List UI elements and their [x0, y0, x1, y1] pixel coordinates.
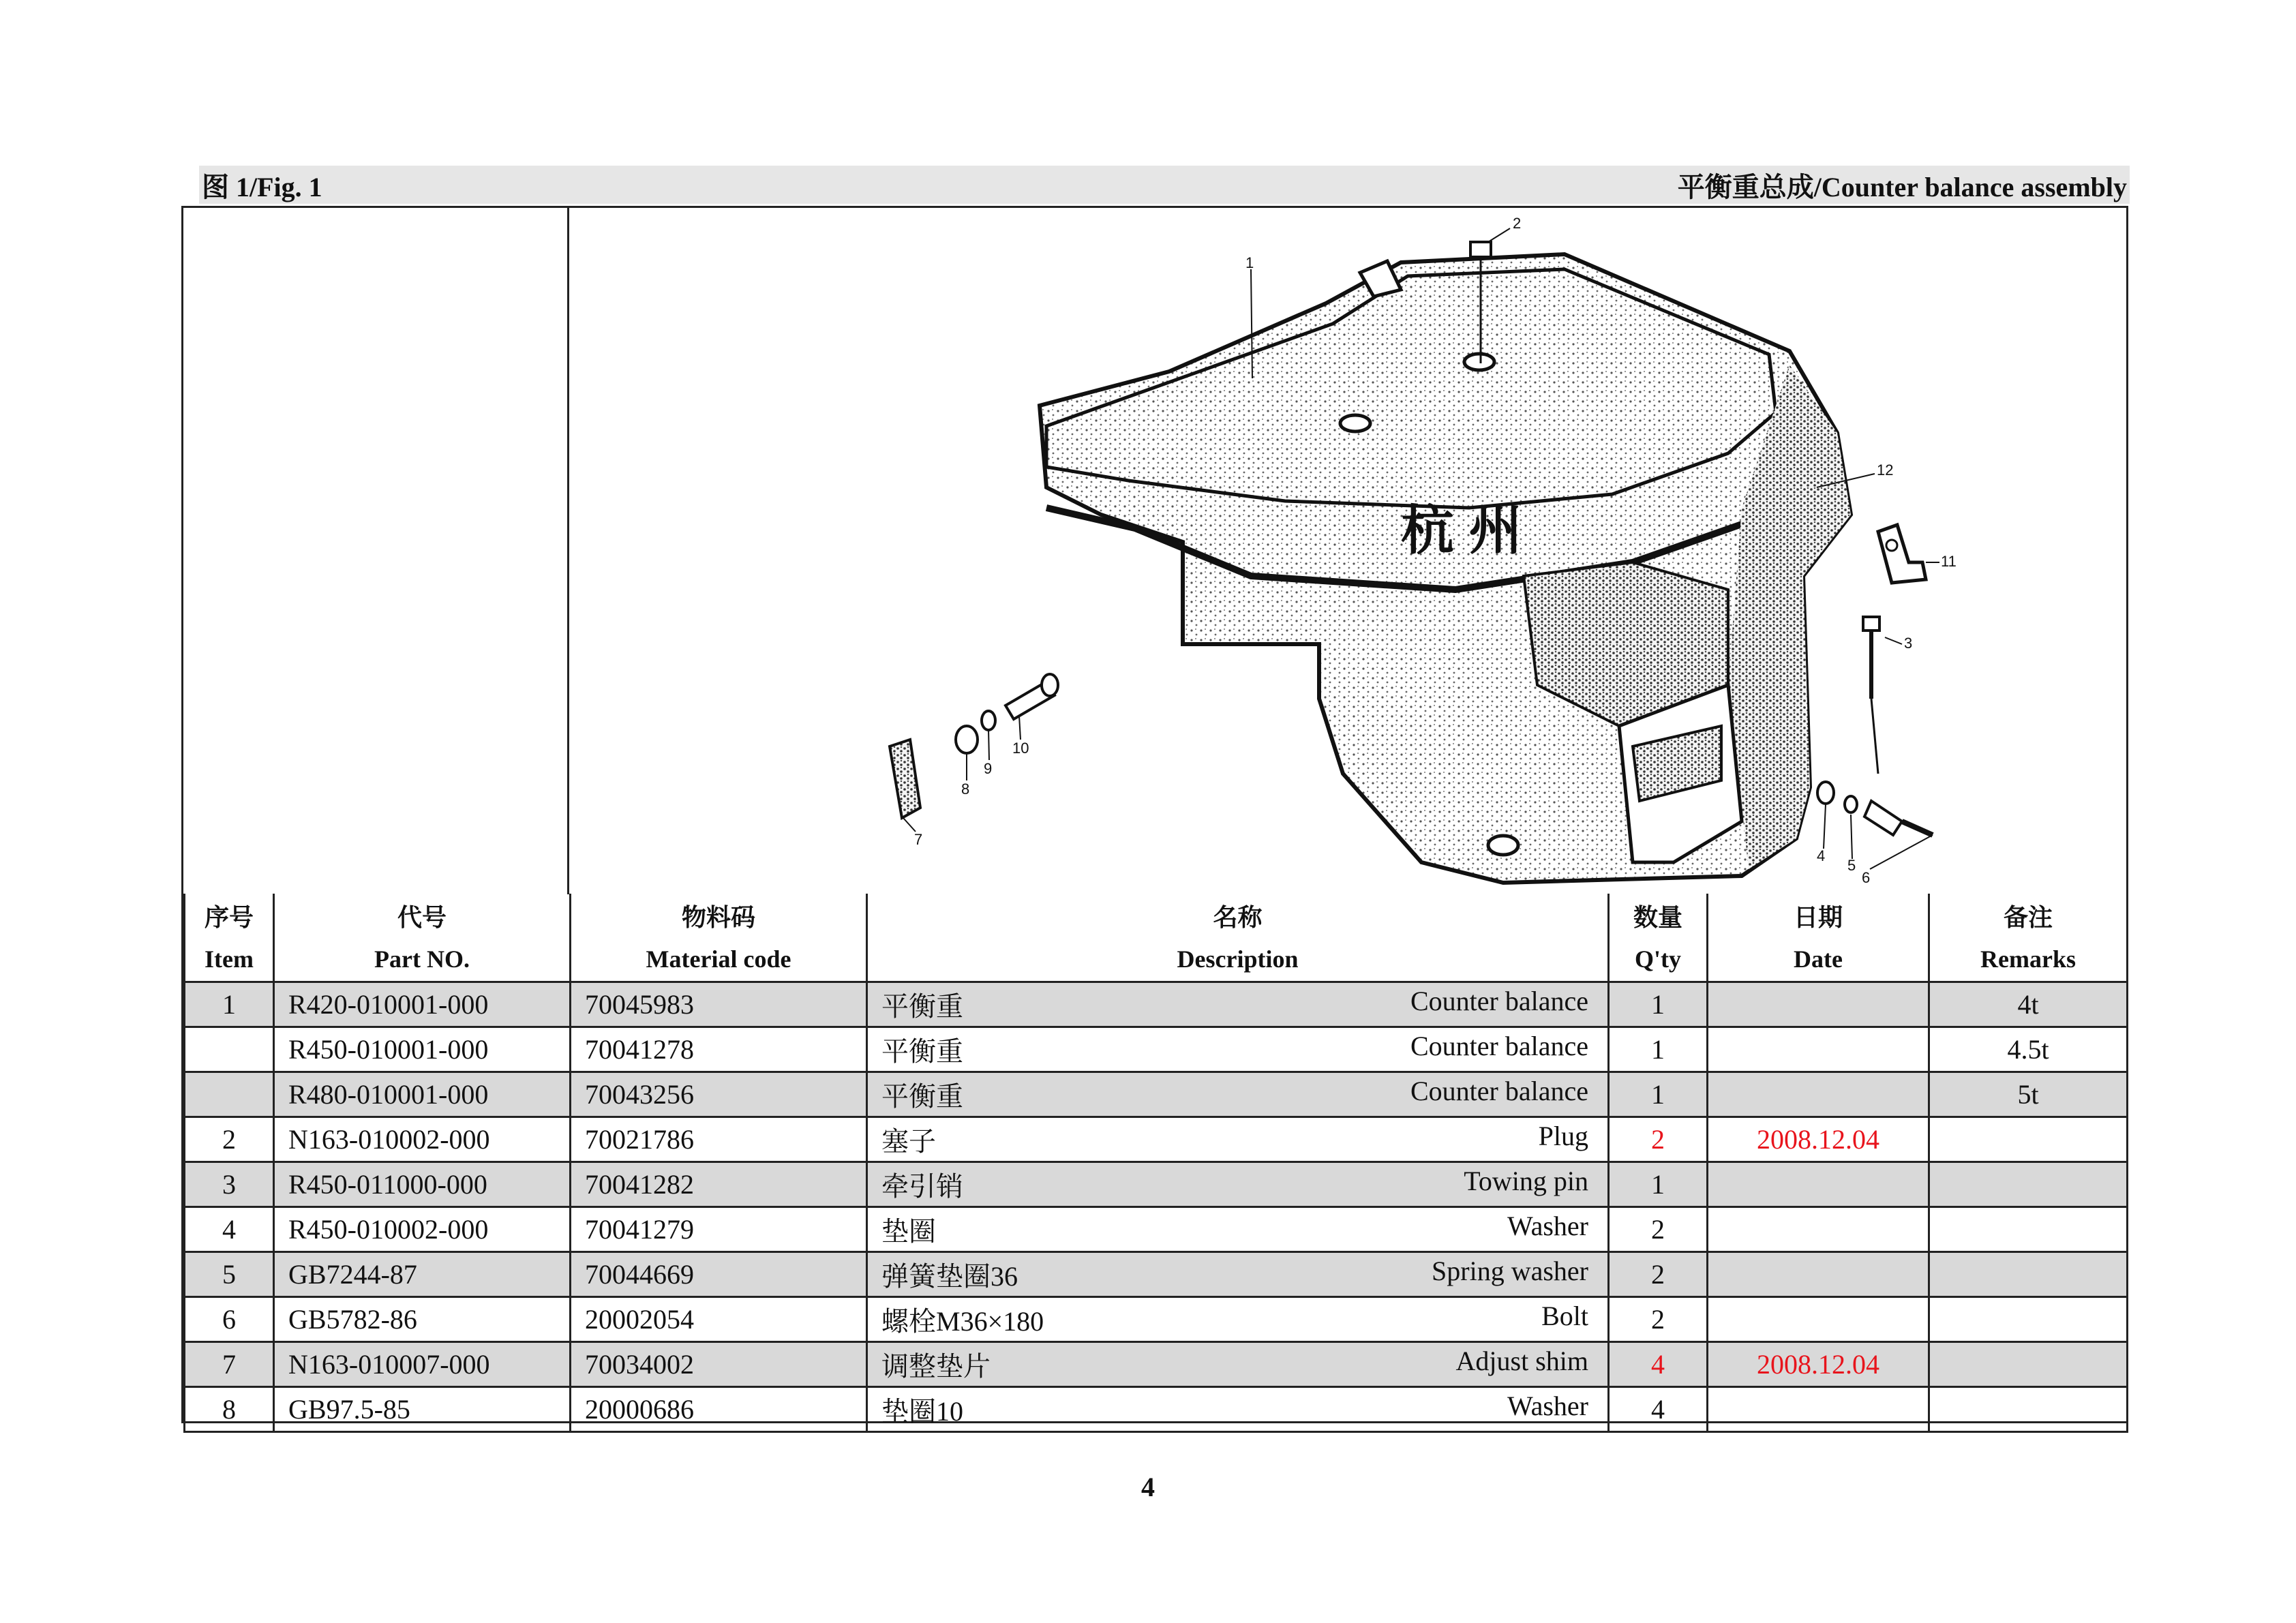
desc-en: Adjust shim	[1455, 1346, 1588, 1376]
table-row	[185, 1297, 2128, 1342]
header-item-cn: 序号	[185, 894, 274, 937]
desc-cn: 平衡重	[881, 1081, 963, 1112]
header-date-cn: 日期	[1708, 894, 1929, 937]
cell-remarks: 4t	[1929, 982, 2128, 1027]
cell-qty: 2	[1609, 1117, 1708, 1162]
table-row	[185, 1387, 2128, 1432]
cell-description	[867, 1387, 1609, 1432]
cell-material: 70044669	[571, 1252, 867, 1297]
desc-cn: 垫圈10	[881, 1396, 963, 1427]
desc-en: Bolt	[1541, 1301, 1588, 1331]
cell-description	[867, 1162, 1609, 1207]
cell-date	[1708, 1162, 1929, 1207]
parts-sheet-frame	[181, 206, 2128, 1427]
callout-9: 9	[984, 760, 993, 777]
cell-qty: 2	[1609, 1207, 1708, 1252]
pin-retainer-part	[1878, 525, 1926, 583]
header-item-en: Item	[185, 937, 274, 982]
cell-description	[867, 1207, 1609, 1252]
desc-cn: 垫圈	[881, 1216, 936, 1247]
callout-6: 6	[1862, 869, 1871, 886]
header-remarks-en: Remarks	[1929, 937, 2128, 982]
cell-part-no: R450-011000-000	[274, 1162, 571, 1207]
desc-en: Towing pin	[1464, 1166, 1588, 1196]
cell-item	[185, 1027, 274, 1072]
cell-part-no: R480-010001-000	[274, 1072, 571, 1117]
cell-qty: 1	[1609, 1072, 1708, 1117]
cell-item: 3	[185, 1162, 274, 1207]
cell-remarks	[1929, 1297, 2128, 1342]
counter-balance-drawing	[569, 208, 2126, 894]
table-row	[185, 1342, 2128, 1387]
cell-description	[867, 1027, 1609, 1072]
cell-date	[1708, 1252, 1929, 1297]
cell-material: 70021786	[571, 1117, 867, 1162]
cell-remarks: 4.5t	[1929, 1027, 2128, 1072]
cell-qty: 2	[1609, 1297, 1708, 1342]
assembly-title: 平衡重总成/Counter balance assembly	[1677, 171, 2127, 202]
cell-description	[867, 1252, 1609, 1297]
table-row	[185, 982, 2128, 1027]
desc-en: Spring washer	[1432, 1256, 1588, 1286]
header-qty-cn: 数量	[1609, 894, 1708, 937]
table-row	[185, 1027, 2128, 1072]
shim-and-bolt-set-left	[890, 674, 1058, 818]
cell-qty: 2	[1609, 1252, 1708, 1297]
callout-8: 8	[961, 780, 970, 798]
cell-remarks	[1929, 1252, 2128, 1297]
cell-remarks: 5t	[1929, 1072, 2128, 1117]
header-qty-en: Q'ty	[1609, 937, 1708, 982]
exploded-diagram	[569, 208, 2126, 894]
cell-remarks	[1929, 1162, 2128, 1207]
cell-item: 6	[185, 1297, 274, 1342]
desc-cn: 螺栓M36×180	[881, 1306, 1044, 1337]
desc-cn: 牵引销	[881, 1171, 963, 1202]
table-row	[185, 1252, 2128, 1297]
cell-qty: 1	[1609, 1027, 1708, 1072]
cell-item: 5	[185, 1252, 274, 1297]
cell-qty: 4	[1609, 1387, 1708, 1432]
cell-item: 4	[185, 1207, 274, 1252]
callout-7: 7	[914, 831, 923, 848]
cell-item	[185, 1072, 274, 1117]
callout-3: 3	[1904, 635, 1913, 652]
desc-cn: 调整垫片	[881, 1351, 991, 1382]
header-material-en: Material code	[571, 937, 867, 982]
cell-material: 70041279	[571, 1207, 867, 1252]
cell-part-no: N163-010002-000	[274, 1117, 571, 1162]
header-partno-cn: 代号	[274, 894, 571, 937]
cell-date	[1708, 982, 1929, 1027]
cell-material: 70045983	[571, 982, 867, 1027]
header-date-en: Date	[1708, 937, 1929, 982]
cell-date	[1708, 1387, 1929, 1432]
header-description-en: Description	[867, 937, 1609, 982]
cell-part-no: N163-010007-000	[274, 1342, 571, 1387]
desc-en: Washer	[1507, 1211, 1588, 1241]
cell-part-no: R450-010001-000	[274, 1027, 571, 1072]
cell-description	[867, 1117, 1609, 1162]
cell-remarks	[1929, 1117, 2128, 1162]
header-material-cn: 物料码	[571, 894, 867, 937]
desc-en: Counter balance	[1410, 1076, 1588, 1106]
callout-1: 1	[1245, 254, 1254, 271]
cell-remarks	[1929, 1342, 2128, 1387]
cell-remarks	[1929, 1387, 2128, 1432]
desc-cn: 平衡重	[881, 991, 963, 1022]
cell-part-no: GB5782-86	[274, 1297, 571, 1342]
figure-header-bar	[199, 166, 2130, 204]
page-number: 4	[1141, 1472, 1155, 1502]
cell-item: 7	[185, 1342, 274, 1387]
cell-date	[1708, 1297, 1929, 1342]
callout-11: 11	[1941, 553, 1957, 570]
cell-date: 2008.12.04	[1708, 1342, 1929, 1387]
desc-cn: 平衡重	[881, 1036, 963, 1067]
callout-4: 4	[1817, 847, 1826, 864]
cell-date	[1708, 1207, 1929, 1252]
cell-qty: 4	[1609, 1342, 1708, 1387]
callout-5: 5	[1847, 857, 1856, 874]
desc-en: Counter balance	[1410, 1031, 1588, 1061]
cell-part-no: R420-010001-000	[274, 982, 571, 1027]
bolt-washer-set-right	[1817, 782, 1933, 835]
cell-qty: 1	[1609, 1162, 1708, 1207]
cell-part-no: GB97.5-85	[274, 1387, 571, 1432]
table-row	[185, 1207, 2128, 1252]
table-row	[185, 1162, 2128, 1207]
header-remarks-cn: 备注	[1929, 894, 2128, 937]
cell-item: 2	[185, 1117, 274, 1162]
header-description-cn: 名称	[867, 894, 1609, 937]
desc-en: Plug	[1538, 1121, 1588, 1151]
cell-material: 70041278	[571, 1027, 867, 1072]
cell-date	[1708, 1072, 1929, 1117]
cell-item: 8	[185, 1387, 274, 1432]
desc-cn: 弹簧垫圈36	[881, 1261, 1018, 1292]
cell-material: 70034002	[571, 1342, 867, 1387]
figure-label: 图 1/Fig. 1	[202, 171, 322, 202]
cell-material: 70041282	[571, 1162, 867, 1207]
cell-remarks	[1929, 1207, 2128, 1252]
cell-material: 20002054	[571, 1297, 867, 1342]
desc-cn: 塞子	[881, 1126, 936, 1157]
cell-description	[867, 1342, 1609, 1387]
counterweight-body	[1040, 254, 1851, 883]
cell-qty: 1	[1609, 982, 1708, 1027]
table-header-row-cn	[185, 894, 2128, 937]
cell-date	[1708, 1027, 1929, 1072]
towing-pin-part	[1863, 617, 1879, 774]
cell-part-no: R450-010002-000	[274, 1207, 571, 1252]
table-row	[185, 1117, 2128, 1162]
header-partno-en: Part NO.	[274, 937, 571, 982]
figure-left-blank-cell	[183, 208, 569, 894]
table-header-row-en	[185, 937, 2128, 982]
cell-description	[867, 982, 1609, 1027]
parts-table	[183, 894, 2128, 1433]
stamp-text: 杭 州	[1401, 500, 1522, 560]
desc-en: Washer	[1507, 1391, 1588, 1421]
callout-2: 2	[1513, 215, 1522, 232]
cell-description	[867, 1297, 1609, 1342]
cell-material: 20000686	[571, 1387, 867, 1432]
table-row	[185, 1072, 2128, 1117]
cell-part-no: GB7244-87	[274, 1252, 571, 1297]
cell-item: 1	[185, 982, 274, 1027]
cell-description	[867, 1072, 1609, 1117]
callout-12: 12	[1877, 461, 1894, 479]
cell-material: 70043256	[571, 1072, 867, 1117]
desc-en: Counter balance	[1410, 986, 1588, 1016]
cell-date: 2008.12.04	[1708, 1117, 1929, 1162]
callout-10: 10	[1012, 740, 1029, 757]
